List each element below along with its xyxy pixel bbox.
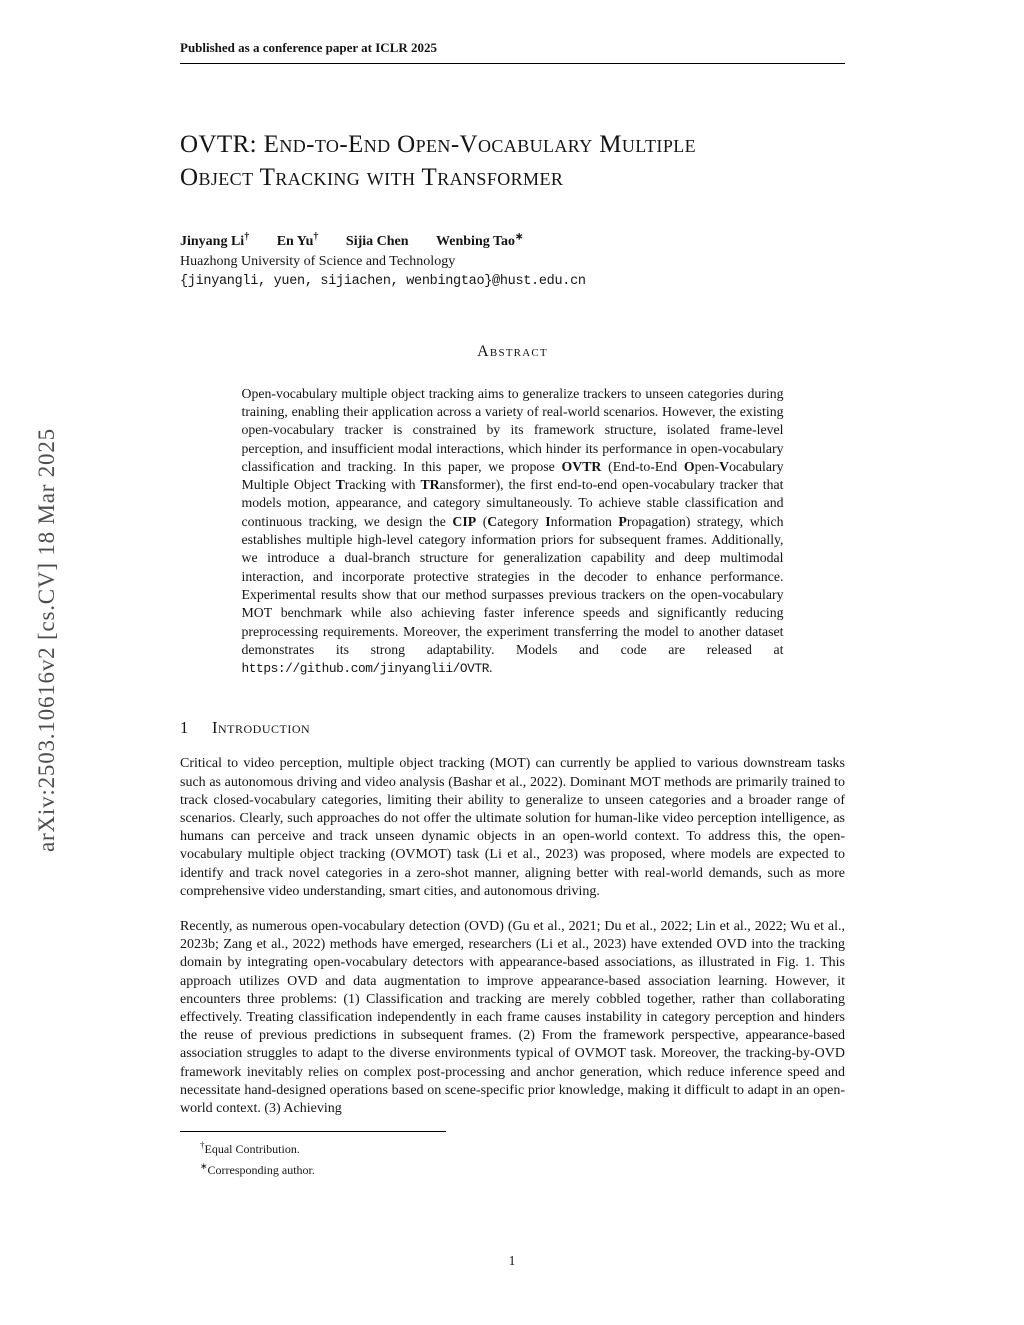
section-heading-introduction — [180, 718, 845, 738]
code-release-url[interactable]: https://github.com/jinyanglii/OVTR — [241, 661, 489, 677]
paper-content — [180, 40, 845, 1178]
text-segment: O — [683, 458, 695, 474]
arxiv-watermark: arXiv:2503.10616v2 [cs.CV] 18 Mar 2025 — [34, 428, 59, 852]
section-number: 1 — [180, 718, 189, 738]
author-name: En Yu — [276, 233, 314, 249]
text-segment: ropagation) strategy, which establishes multiple high-level category information priors for subsequent frames. Additionally, we introduce a dual-branch structure for generalization capability and deep multimodal interaction, and incorporate protective strategies in the decoder to enhance performance. Experimental results show that our method surpasses previous trackers on the open-vocabulary MOT benchmark while also achieving faster inference speeds and significantly reducing preprocessing requirements. Moreover, the experiment transferring the model to another dataset demonstrates its strong adaptability. Models and code are released at — [241, 513, 784, 657]
author-mark: ∗ — [515, 231, 524, 242]
running-header: Published as a conference paper at ICLR 2025 — [180, 40, 845, 64]
text-segment: ansformer), the first end-to-end open-vocabulary tracker that models motion, appearance, and category simultaneously. To achieve stable classification and continuous tracking, we design the — [241, 477, 784, 529]
text-segment: ( — [476, 513, 488, 529]
author — [436, 231, 524, 249]
author-name: Wenbing Tao — [436, 233, 516, 249]
text-segment: P — [618, 513, 627, 529]
author-emails: {jinyangli, yuen, sijiachen, wenbingtao}@hust.edu.cn — [180, 273, 586, 289]
paper-title — [180, 128, 845, 194]
text-segment: . — [489, 660, 493, 676]
text-segment: V — [719, 458, 730, 474]
footnote-marker: † — [200, 1140, 205, 1151]
abstract-heading: Abstract — [477, 342, 548, 360]
author — [276, 231, 319, 249]
text-segment: I — [545, 513, 551, 529]
section-title: Introduction — [212, 718, 311, 738]
footnote-text: Corresponding author. — [207, 1162, 315, 1177]
author-mark: † — [244, 231, 250, 242]
text-segment: CIP — [452, 513, 477, 529]
author-mark: † — [313, 231, 319, 242]
intro-paragraph-2: Recently, as numerous open-vocabulary detection (OVD) (Gu et al., 2021; Du et al., 2022; Lin et al., 2022; Wu et al., 2023b; Zang et al., 2022) methods have emerged, researchers (Li et al., 2023) have extended OVD into the tracking domain by integrating open-vocabulary detectors with appearance-based associations, as illustrated in Fig. 1. This approach utilizes OVD and data augmentation to improve appearance-based association learning. However, it encounters three problems: (1) Classification and tracking are merely cobbled together, rather than collaborating effectively. Treating classification independently in each frame causes instability in category perception and hinders the reuse of previous predictions in subsequent frames. (2) From the framework perspective, appearance-based association struggles to adapt to the diverse environments typical of OVMOT task. Moreover, the tracking-by-OVD framework inevitably relies on complex post-processing and anchor generation, which reduce inference speed and necessitate hand-designed operations based on scene-specific prior knowledge, making it difficult to adapt in an open-world context. (3) Achieving — [180, 919, 845, 1117]
text-segment: C — [487, 513, 498, 529]
title-line-1: OVTR: End-to-End Open-Vocabulary Multiple — [180, 131, 697, 158]
footnote-text: Equal Contribution. — [204, 1142, 300, 1157]
abstract-text — [242, 385, 784, 679]
text-segment: Open-vocabulary multiple object tracking aims to generalize trackers to unseen categories during training, enabling their application across a variety of real-world scenarios. However, the existing open-vocabulary tracker is constrained by its framework structure, isolated frame-level perception, and insufficient modal interactions, which hinder its performance in open-vocabulary classification and tracking. In this paper, we propose — [241, 385, 784, 474]
text-segment: pen- — [694, 458, 720, 474]
text-segment: ocabulary Multiple Object — [241, 458, 784, 493]
text-segment: racking with — [344, 477, 421, 493]
text-segment: (End-to-End — [601, 458, 684, 474]
author-name: Sijia Chen — [345, 233, 409, 249]
footnote-rule — [180, 1131, 446, 1132]
text-segment: nformation — [550, 513, 619, 529]
title-line-2: Object Tracking with Transformer — [180, 164, 564, 191]
author-name: Jinyang Li — [180, 233, 245, 249]
author — [180, 231, 250, 249]
footnotes-block — [180, 1131, 845, 1178]
intro-paragraph-1: Critical to video perception, multiple object tracking (MOT) can currently be applied to various downstream tasks such as autonomous driving and video analysis (Bashar et al., 2022). Dominant MOT methods are primarily trained to track closed-vocabulary categories, limiting their ability to generalize to unseen categories and a broader range of scenarios. Clearly, such approaches do not offer the ultimate solution for human-like video perception intelligence, as humans can perceive and track unseen dynamic objects in an open-world context. To address this, the open-vocabulary multiple object tracking (OVMOT) task (Li et al., 2023) was proposed, where models are expected to identify and track novel categories in a zero-shot manner, aligning better with real-world demands, such as more comprehensive video understanding, smart cities, and autonomous driving. — [180, 756, 845, 899]
authors-block — [180, 228, 845, 291]
author — [346, 234, 409, 249]
text-segment: TR — [420, 477, 440, 493]
text-segment: OVTR — [561, 458, 602, 474]
text-segment: ategory — [497, 513, 546, 529]
footnote — [180, 1137, 845, 1158]
footnote — [180, 1158, 845, 1179]
footnote-marker: ∗ — [200, 1160, 208, 1171]
text-segment: T — [335, 477, 345, 493]
page-number: 1 — [508, 1253, 516, 1268]
affiliation: Huazhong University of Science and Technology — [180, 253, 456, 269]
